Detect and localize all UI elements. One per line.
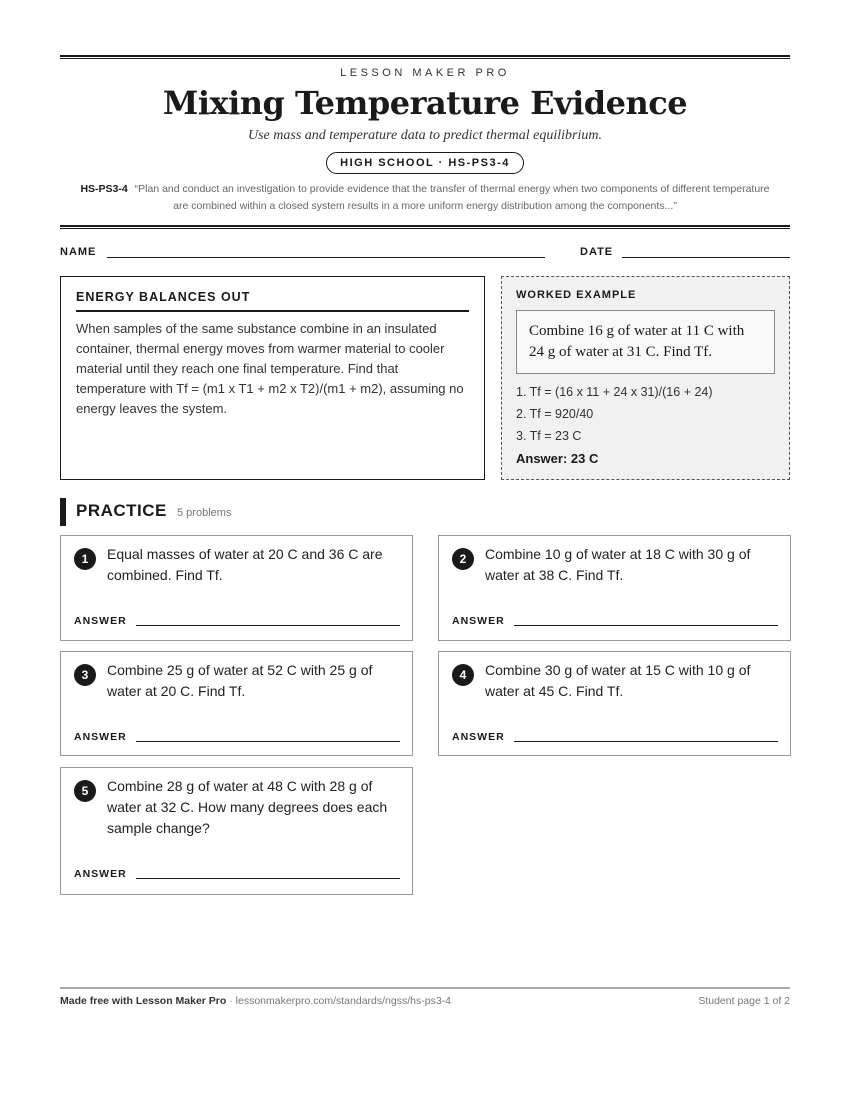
page-title: Mixing Temperature Evidence <box>162 84 688 122</box>
header-top-rule <box>60 55 790 59</box>
problem-number: 4 <box>452 664 474 686</box>
problem-number: 2 <box>452 548 474 570</box>
answer-label: ANSWER <box>452 615 505 627</box>
worked-step: 3. Tf = 23 C <box>516 429 582 443</box>
problem-text: Combine 25 g of water at 52 C with 25 g of water at 20 C. Find Tf. <box>107 662 373 699</box>
answer-line[interactable] <box>514 741 778 742</box>
worked-example-steps <box>516 381 775 447</box>
problem-text: Combine 10 g of water at 18 C with 30 g of water at 38 C. Find Tf. <box>485 546 751 583</box>
worked-step: 1. Tf = (16 x 11 + 24 x 31)/(16 + 24) <box>516 385 713 399</box>
problem-text: Combine 28 g of water at 48 C with 28 g of water at 32 C. How many degrees does each sample change? <box>107 778 388 836</box>
concept-body: When samples of the same substance combine in an insulated container, thermal energy moves from warmer material to cooler material until they reach one final temperature. Find that temperature with Tf = (m1 x T1 + m2 x T2)/(m1 + m2), assuming no energy leaves the system. <box>76 321 464 416</box>
page-subtitle: Use mass and temperature data to predict thermal equilibrium. <box>248 128 602 143</box>
problem-text: Combine 30 g of water at 15 C with 10 g of water at 45 C. Find Tf. <box>485 662 751 699</box>
problem-number: 1 <box>74 548 96 570</box>
standard-text: “Plan and conduct an investigation to provide evidence that the transfer of thermal energy when two components of different temperature are combined within a closed system results in a more uniform energy distribution among the components...” <box>134 183 770 212</box>
problem-number: 3 <box>74 664 96 686</box>
answer-label: ANSWER <box>74 731 127 743</box>
date-field[interactable] <box>622 257 790 258</box>
standard-statement <box>74 181 776 215</box>
answer-label: ANSWER <box>74 868 127 880</box>
answer-label: ANSWER <box>452 731 505 743</box>
footer-credit <box>60 995 451 1007</box>
footer-made-with: Made free with Lesson Maker Pro <box>60 995 227 1007</box>
practice-accent-bar <box>60 498 66 526</box>
worked-example-answer: Answer: 23 C <box>516 451 599 466</box>
footer-url: · lessonmakerpro.com/standards/ngss/hs-ps3-4 <box>226 995 451 1007</box>
level-badge: HIGH SCHOOL · HS-PS3-4 <box>326 152 524 174</box>
answer-line[interactable] <box>514 625 778 626</box>
answer-line[interactable] <box>136 625 400 626</box>
worksheet-page <box>60 0 790 1100</box>
footer-rule <box>60 987 790 989</box>
practice-heading: PRACTICE <box>76 501 167 520</box>
worked-example-label: WORKED EXAMPLE <box>516 289 637 301</box>
footer-page-number: Student page 1 of 2 <box>698 995 790 1007</box>
brand-name: LESSON MAKER PRO <box>340 67 510 79</box>
practice-problem-5 <box>60 767 413 895</box>
date-label: DATE <box>580 246 614 258</box>
standard-code: HS-PS3-4 <box>80 183 128 195</box>
worked-step: 2. Tf = 920/40 <box>516 407 594 421</box>
answer-line[interactable] <box>136 741 400 742</box>
concept-box <box>60 276 485 480</box>
worked-example-box <box>501 276 790 480</box>
problem-text: Equal masses of water at 20 C and 36 C are combined. Find Tf. <box>107 546 383 583</box>
practice-count: 5 problems <box>177 507 232 519</box>
name-field[interactable] <box>107 257 545 258</box>
problem-number: 5 <box>74 780 96 802</box>
worked-example-problem: Combine 16 g of water at 11 C with 24 g of water at 31 C. Find Tf. <box>516 310 775 374</box>
practice-problem-2 <box>438 535 791 641</box>
answer-line[interactable] <box>136 878 400 879</box>
header-bottom-rule <box>60 225 790 229</box>
concept-title: ENERGY BALANCES OUT <box>76 290 469 312</box>
practice-problem-3 <box>60 651 413 756</box>
level-badge-wrap <box>60 152 790 174</box>
name-label: NAME <box>60 246 97 258</box>
practice-problem-1 <box>60 535 413 641</box>
answer-label: ANSWER <box>74 615 127 627</box>
practice-problem-4 <box>438 651 791 756</box>
